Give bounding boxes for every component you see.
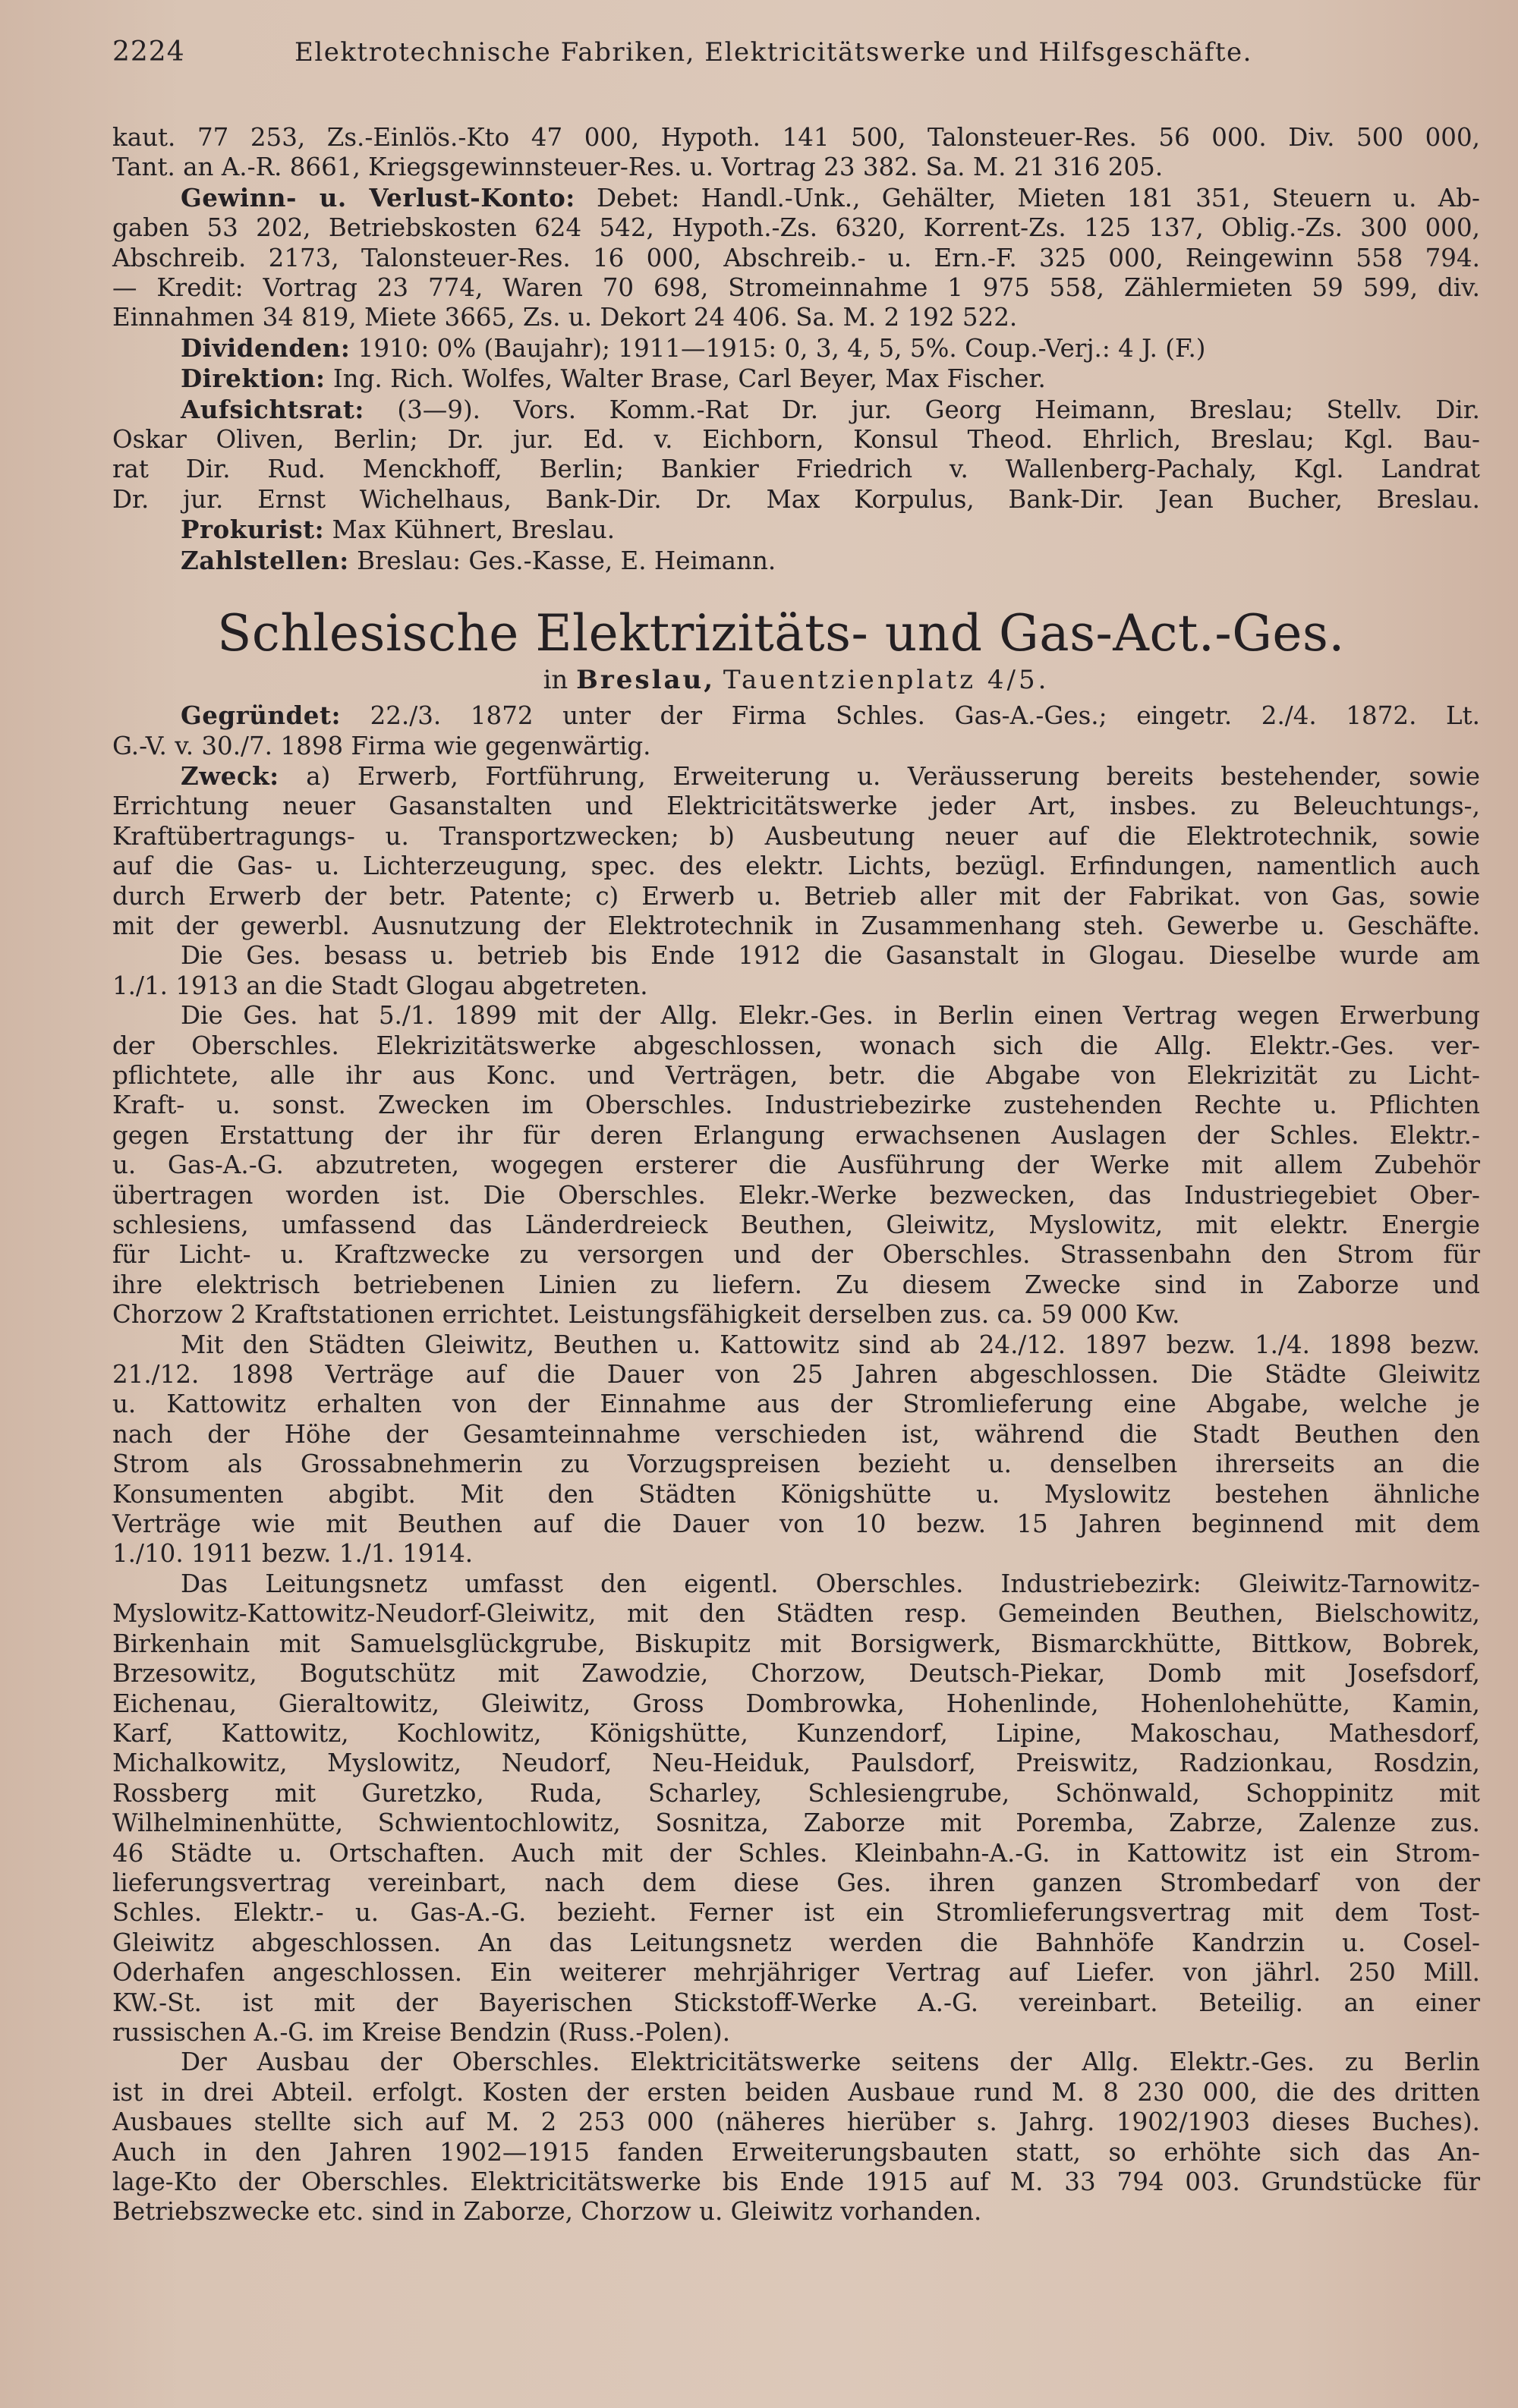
text-line: Oderhafen angeschlossen. Ein weiterer mehrjähriger Vertrag auf Liefer. von jährl. 250 Mill. xyxy=(112,1958,1480,1988)
section-label-zahlstellen: Zahlstellen: xyxy=(181,545,349,575)
text-line: a) Erwerb, Fortführung, Erweiterung u. Veräusserung bereits bestehender, sowie xyxy=(279,761,1480,791)
text-line: Birkenhain mit Samuelsglückgrube, Biskupitz mit Borsigwerk, Bismarckhütte, Bittkow, Bobrek, xyxy=(112,1629,1480,1658)
body-paragraphs xyxy=(112,941,1480,2227)
text-line: u. Gas-A.-G. abzutreten, wogegen ersterer die Ausführung der Werke mit allem Zubehör xyxy=(112,1150,1480,1180)
section-label-dividenden: Dividenden: xyxy=(181,332,351,363)
text-line: für Licht- u. Kraftzwecke zu versorgen und der Oberschles. Strassenbahn den Strom für xyxy=(112,1240,1480,1270)
company-location xyxy=(112,664,1480,696)
text-line: Dr. jur. Ernst Wichelhaus, Bank-Dir. Dr. Max Korpulus, Bank-Dir. Jean Bucher, Breslau. xyxy=(112,484,1480,514)
text-line: Verträge wie mit Beuthen auf die Dauer von 10 bezw. 15 Jahren beginnend mit dem xyxy=(112,1509,1480,1539)
company-title: Schlesische Elektrizitäts- und Gas-Act.-Ges. xyxy=(217,604,1345,663)
text-line: Ausbaues stellte sich auf M. 2 253 000 (näheres hierüber s. Jahrg. 1902/1903 dieses Buches). xyxy=(112,2107,1480,2137)
dividenden-text: 1910: 0% (Baujahr); 1911—1915: 0, 3, 4, 5, 5%. Coup.-Verj.: 4 J. (F.) xyxy=(350,333,1206,363)
text-line: lieferungsvertrag vereinbart, nach dem diese Ges. ihren ganzen Strombedarf von der xyxy=(112,1868,1480,1897)
text-line: 46 Städte u. Ortschaften. Auch mit der Schles. Kleinbahn-A.-G. in Kattowitz ist ein Strom- xyxy=(112,1838,1480,1868)
text-line: 1./1. 1913 an die Stadt Glogau abgetreten. xyxy=(112,971,648,1000)
text-line: Das Leitungsnetz umfasst den eigentl. Oberschles. Industriebezirk: Gleiwitz-Tarnowitz- xyxy=(181,1569,1480,1598)
text-line: kaut. 77 253, Zs.-Einlös.-Kto 47 000, Hypoth. 141 500, Talonsteuer-Res. 56 000. Div. 500 000, xyxy=(112,123,1480,152)
section-label-zweck: Zweck: xyxy=(181,760,279,791)
text-line: 22./3. 1872 unter der Firma Schles. Gas-A.-Ges.; eingetr. 2./4. 1872. Lt. xyxy=(340,701,1480,731)
text-line: Karf, Kattowitz, Kochlowitz, Königshütte, Kunzendorf, Lipine, Makoschau, Mathesdorf, xyxy=(112,1718,1480,1748)
text-line: 1./10. 1911 bezw. 1./1. 1914. xyxy=(112,1539,474,1569)
zahlstellen-text: Breslau: Ges.-Kasse, E. Heimann. xyxy=(348,546,776,575)
text-line: Abschreib. 2173, Talonsteuer-Res. 16 000, Abschreib.- u. Ern.-F. 325 000, Reingewinn 558 794. xyxy=(112,243,1480,272)
text-line: Kraftübertragungs- u. Transportzwecken; b) Ausbeutung neuer auf die Elektrotechnik, sowie xyxy=(112,821,1480,851)
page-number: 2224 xyxy=(112,36,185,68)
company-city: Breslau, xyxy=(576,665,716,696)
text-line: Schles. Elektr.- u. Gas-A.-G. bezieht. Ferner ist ein Stromlieferungsvertrag mit dem Tost- xyxy=(112,1898,1480,1928)
company-entry xyxy=(112,603,1480,2227)
text-line: der Oberschles. Elekrizitätswerke abgeschlossen, wonach sich die Allg. Elektr.-Ges. ver- xyxy=(112,1031,1480,1060)
text-line: Rossberg mit Guretzko, Ruda, Scharley, Schlesiengrube, Schönwald, Schoppinitz mit xyxy=(112,1778,1480,1808)
section-label-direktion: Direktion: xyxy=(181,364,326,394)
text-line: Die Ges. besass u. betrieb bis Ende 1912 die Gasanstalt in Glogau. Dieselbe wurde am xyxy=(181,941,1480,971)
text-line: Kraft- u. sonst. Zwecken im Oberschles. Industriebezirke zustehenden Rechte u. Pflichten xyxy=(112,1091,1480,1120)
section-label-gegruendet: Gegründet: xyxy=(181,700,341,731)
text-line: ist in drei Abteil. erfolgt. Kosten der ersten beiden Ausbaue rund M. 8 230 000, die des dritten xyxy=(112,2077,1480,2107)
text-line: auf die Gas- u. Lichterzeugung, spec. des elektr. Lichts, bezügl. Erfindungen, namentlich auch xyxy=(112,851,1480,881)
text-line: Konsumenten abgibt. Mit den Städten Königshütte u. Myslowitz bestehen ähnliche xyxy=(112,1479,1480,1509)
text-line: Errichtung neuer Gasanstalten und Elektricitätswerke jeder Art, insbes. zu Beleuchtungs-, xyxy=(112,792,1480,821)
text-line: — Kredit: Vortrag 23 774, Waren 70 698, Stromeinnahme 1 975 558, Zählermieten 59 599, div. xyxy=(112,273,1480,303)
text-line: Michalkowitz, Myslowitz, Neudorf, Neu-Heiduk, Paulsdorf, Preiswitz, Radzionkau, Rosdzin, xyxy=(112,1749,1480,1778)
direktion-text: Ing. Rich. Wolfes, Walter Brase, Carl Beyer, Max Fischer. xyxy=(325,364,1046,394)
section-label-prokurist: Prokurist: xyxy=(181,515,325,545)
text-line: Wilhelminenhütte, Schwientochlowitz, Sosnitza, Zaborze mit Poremba, Zabrze, Zalenze zus. xyxy=(112,1808,1480,1838)
text-line: Gleiwitz abgeschlossen. An das Leitungsnetz werden die Bahnhöfe Kandrzin u. Cosel- xyxy=(112,1928,1480,1957)
running-title: Elektrotechnische Fabriken, Elektricitätswerke und Hilfsgeschäfte. xyxy=(294,37,1252,68)
text-line: russischen A.-G. im Kreise Bendzin (Russ.-Polen). xyxy=(112,2017,731,2047)
text-line: mit der gewerbl. Ausnutzung der Elektrotechnik in Zusammenhang steh. Gewerbe u. Geschäfte. xyxy=(112,911,1480,940)
text-line: G.-V. v. 30./7. 1898 Firma wie gegenwärtig. xyxy=(112,731,651,760)
text-line: u. Kattowitz erhalten von der Einnahme aus der Stromlieferung eine Abgabe, welche je xyxy=(112,1390,1480,1419)
text-line: durch Erwerb der betr. Patente; c) Erwerb u. Betrieb aller mit der Fabrikat. von Gas, sowie xyxy=(112,881,1480,911)
section-label-gewinn: Gewinn- u. Verlust-Konto: xyxy=(181,182,575,212)
text-line: Tant. an A.-R. 8661, Kriegsgewinnsteuer-Res. u. Vortrag 23 382. Sa. M. 21 316 205. xyxy=(112,153,1164,182)
text-line: Oskar Oliven, Berlin; Dr. jur. Ed. v. Eichborn, Konsul Theod. Ehrlich, Breslau; Kgl. Bau- xyxy=(112,425,1480,455)
text-line: Die Ges. hat 5./1. 1899 mit der Allg. Elekr.-Ges. in Berlin einen Vertrag wegen Erwerbung xyxy=(181,1001,1480,1031)
text-line: übertragen worden ist. Die Oberschles. Elekr.-Werke bezwecken, das Industriegebiet Ober- xyxy=(112,1180,1480,1210)
text-line: Myslowitz-Kattowitz-Neudorf-Gleiwitz, mit den Städten resp. Gemeinden Beuthen, Bielschowitz, xyxy=(112,1599,1480,1629)
text-line: pflichtete, alle ihr aus Konc. und Verträgen, betr. die Abgabe von Elekrizität zu Licht- xyxy=(112,1060,1480,1090)
location-in: in xyxy=(543,665,568,696)
text-line: (3—9). Vors. Komm.-Rat Dr. jur. Georg Heimann, Breslau; Stellv. Dir. xyxy=(364,395,1480,424)
text-line: Brzesowitz, Bogutschütz mit Zawodzie, Chorzow, Deutsch-Piekar, Domb mit Josefsdorf, xyxy=(112,1659,1480,1689)
text-line: Einnahmen 34 819, Miete 3665, Zs. u. Dekort 24 406. Sa. M. 2 192 522. xyxy=(112,303,1018,332)
text-line: lage-Kto der Oberschles. Elektricitätswerke bis Ende 1915 auf M. 33 794 003. Grundstücke für xyxy=(112,2167,1480,2196)
text-line: Debet: Handl.-Unk., Gehälter, Mieten 181 351, Steuern u. Ab- xyxy=(575,183,1480,212)
text-line: gaben 53 202, Betriebskosten 624 542, Hypoth.-Zs. 6320, Korrent-Zs. 125 137, Oblig.-Zs. 300 000, xyxy=(112,213,1480,243)
text-line: Betriebszwecke etc. sind in Zaborze, Chorzow u. Gleiwitz vorhanden. xyxy=(112,2197,982,2227)
text-line: KW.-St. ist mit der Bayerischen Stickstoff-Werke A.-G. vereinbart. Beteilig. an einer xyxy=(112,1988,1480,2017)
text-line: nach der Höhe der Gesamteinnahme verschieden ist, während die Stadt Beuthen den xyxy=(112,1419,1480,1449)
text-line: ihre elektrisch betriebenen Linien zu liefern. Zu diesem Zwecke sind in Zaborze und xyxy=(112,1270,1480,1299)
text-line: gegen Erstattung der ihr für deren Erlangung erwachsenen Auslagen der Schles. Elektr.- xyxy=(112,1120,1480,1150)
text-line: Der Ausbau der Oberschles. Elektricitätswerke seitens der Allg. Elektr.-Ges. zu Berlin xyxy=(181,2048,1480,2077)
text-line: 21./12. 1898 Verträge auf die Dauer von 25 Jahren abgeschlossen. Die Städte Gleiwitz xyxy=(112,1360,1480,1390)
text-line: Mit den Städten Gleiwitz, Beuthen u. Kattowitz sind ab 24./12. 1897 bezw. 1./4. 1898 bezw. xyxy=(181,1330,1480,1359)
text-line: Auch in den Jahren 1902—1915 fanden Erweiterungsbauten statt, so erhöhte sich das An- xyxy=(112,2137,1480,2167)
text-line: Chorzow 2 Kraftstationen errichtet. Leistungsfähigkeit derselben zus. ca. 59 000 Kw. xyxy=(112,1300,1180,1330)
previous-entry xyxy=(112,123,1480,576)
text-line: rat Dir. Rud. Menckhoff, Berlin; Bankier Friedrich v. Wallenberg-Pachaly, Kgl. Landrat xyxy=(112,455,1480,484)
company-address: Tauentzienplatz 4/5. xyxy=(723,665,1050,696)
text-line: Strom als Grossabnehmerin zu Vorzugspreisen bezieht u. denselben ihrerseits an die xyxy=(112,1450,1480,1479)
prokurist-text: Max Kühnert, Breslau. xyxy=(324,515,616,545)
text-line: schlesiens, umfassend das Länderdreieck Beuthen, Gleiwitz, Myslowitz, mit elektr. Energie xyxy=(112,1210,1480,1239)
text-line: Eichenau, Gieraltowitz, Gleiwitz, Gross Dombrowka, Hohenlinde, Hohenlohehütte, Kamin, xyxy=(112,1689,1480,1718)
section-label-aufsichtsrat: Aufsichtsrat: xyxy=(181,394,364,424)
page-header xyxy=(112,36,1480,82)
